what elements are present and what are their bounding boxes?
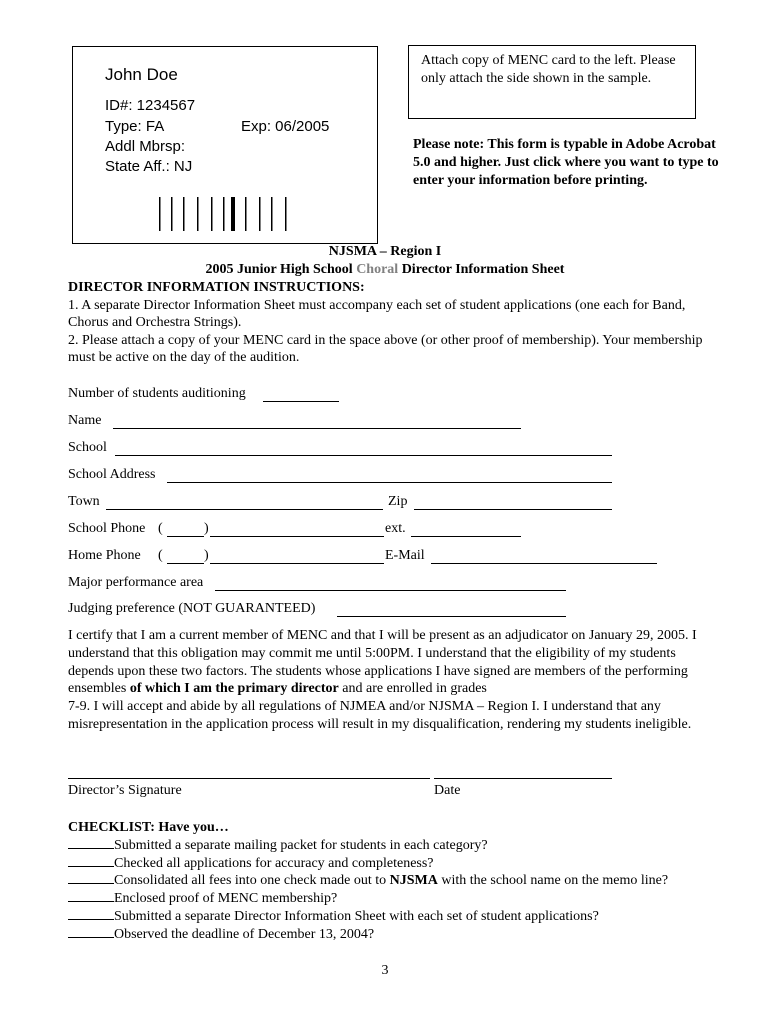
school-phone-label: School Phone [68, 521, 146, 536]
card-member-id: ID#: 1234567 [105, 97, 196, 114]
home-phone-area-code-input[interactable] [167, 563, 204, 564]
home-phone-input[interactable] [210, 563, 384, 564]
instruction-item-1: 1. A separate Director Information Sheet must accompany each set of student applications (one each for Band, Chorus and Orchestra Strings). [68, 297, 686, 331]
name-label: Name [68, 413, 102, 428]
students-input[interactable] [263, 401, 339, 402]
town-input[interactable] [106, 509, 383, 510]
major-area-label: Major performance area [68, 575, 204, 590]
email-label: E-Mail [385, 548, 425, 563]
name-input[interactable] [113, 428, 521, 429]
school-phone-paren-close: ) [204, 521, 209, 536]
checklist-blank[interactable] [68, 908, 114, 920]
director-instructions [68, 279, 718, 367]
card-member-name: John Doe [105, 65, 178, 84]
school-address-input[interactable] [167, 482, 612, 483]
card-additional-membership: Addl Mbrsp: [105, 138, 186, 155]
typable-form-note: Please note: This form is typable in Adobe Acrobat 5.0 and higher. Just click where you want to type to enter your information before printing. [413, 137, 719, 188]
town-label: Town [68, 494, 100, 509]
sheet-title: 2005 Junior High School Choral Director Information Sheet [205, 262, 565, 277]
zip-input[interactable] [414, 509, 612, 510]
checklist-heading: CHECKLIST: Have you… [68, 820, 229, 835]
checklist-blank[interactable] [68, 855, 114, 867]
school-phone-input[interactable] [210, 536, 384, 537]
school-input[interactable] [115, 455, 612, 456]
page-number: 3 [381, 963, 389, 978]
director-signature-label: Director’s Signature [68, 783, 182, 798]
zip-label: Zip [388, 494, 408, 509]
judging-input[interactable] [337, 616, 566, 617]
school-phone-area-code-input[interactable] [167, 536, 204, 537]
ext-label: ext. [385, 521, 406, 536]
checklist-blank[interactable] [68, 890, 114, 902]
region-title: NJSMA – Region I [328, 244, 442, 259]
barcode-icon [159, 197, 299, 231]
card-state-affiliation: State Aff.: NJ [105, 158, 193, 175]
students-label: Number of students auditioning [68, 386, 246, 401]
instruction-item-2: 2. Please attach a copy of your MENC card in the space above (or other proof of membership). Your membership must be active on the day of the audition. [68, 332, 703, 366]
checklist-blank[interactable] [68, 926, 114, 938]
card-member-type: Type: FA [105, 118, 165, 135]
checklist-item: Observed the deadline of December 13, 2004? [68, 926, 748, 944]
checklist-item: Submitted a separate mailing packet for students in each category? [68, 837, 748, 855]
checklist-item: Submitted a separate Director Information Sheet with each set of student applications? [68, 908, 748, 926]
major-area-input[interactable] [215, 590, 566, 591]
primary-director-emphasis: of which I am the primary director [129, 681, 339, 697]
checklist-blank[interactable] [68, 872, 114, 884]
instructions-heading: DIRECTOR INFORMATION INSTRUCTIONS: [68, 280, 365, 295]
ext-input[interactable] [411, 536, 521, 537]
checklist [68, 819, 748, 944]
school-phone-paren-open: ( [158, 521, 163, 536]
director-signature-input[interactable] [68, 778, 430, 779]
checklist-item: Consolidated all fees into one check made out to NJSMA with the school name on the memo line? [68, 872, 748, 890]
date-label: Date [434, 783, 461, 798]
home-phone-label: Home Phone [68, 548, 141, 563]
home-phone-paren-open: ( [158, 548, 163, 563]
home-phone-paren-close: ) [204, 548, 209, 563]
attach-card-note: Attach copy of MENC card to the left. Please only attach the side shown in the sample. [408, 45, 696, 119]
certification-statement: I certify that I am a current member of MENC and that I will be present as an adjudicator on January 29, 2005. I understand that this obligation may commit me until 5:00PM. I understand that the eligibility of my students depends upon these two factors. The students whose applications I have signed are members of the performing ensembles of which I am the primary director and are enrolled in grades 7-9. I will accept and abide by all regulations of NJMEA and/or NJSMA – Region I. I understand that any misrepresentation in the application process will result in my disqualification, rendering my students ineligible. [68, 628, 697, 732]
school-address-label: School Address [68, 467, 156, 482]
date-input[interactable] [434, 778, 612, 779]
checklist-blank[interactable] [68, 837, 114, 849]
card-expiration: Exp: 06/2005 [241, 118, 330, 135]
judging-label: Judging preference (NOT GUARANTEED) [68, 601, 316, 616]
choral-highlight: Choral [356, 262, 399, 277]
school-label: School [68, 440, 107, 455]
menc-card-sample [72, 46, 378, 244]
checklist-item: Enclosed proof of MENC membership? [68, 890, 748, 908]
checklist-item: Checked all applications for accuracy and completeness? [68, 855, 748, 873]
email-input[interactable] [431, 563, 657, 564]
